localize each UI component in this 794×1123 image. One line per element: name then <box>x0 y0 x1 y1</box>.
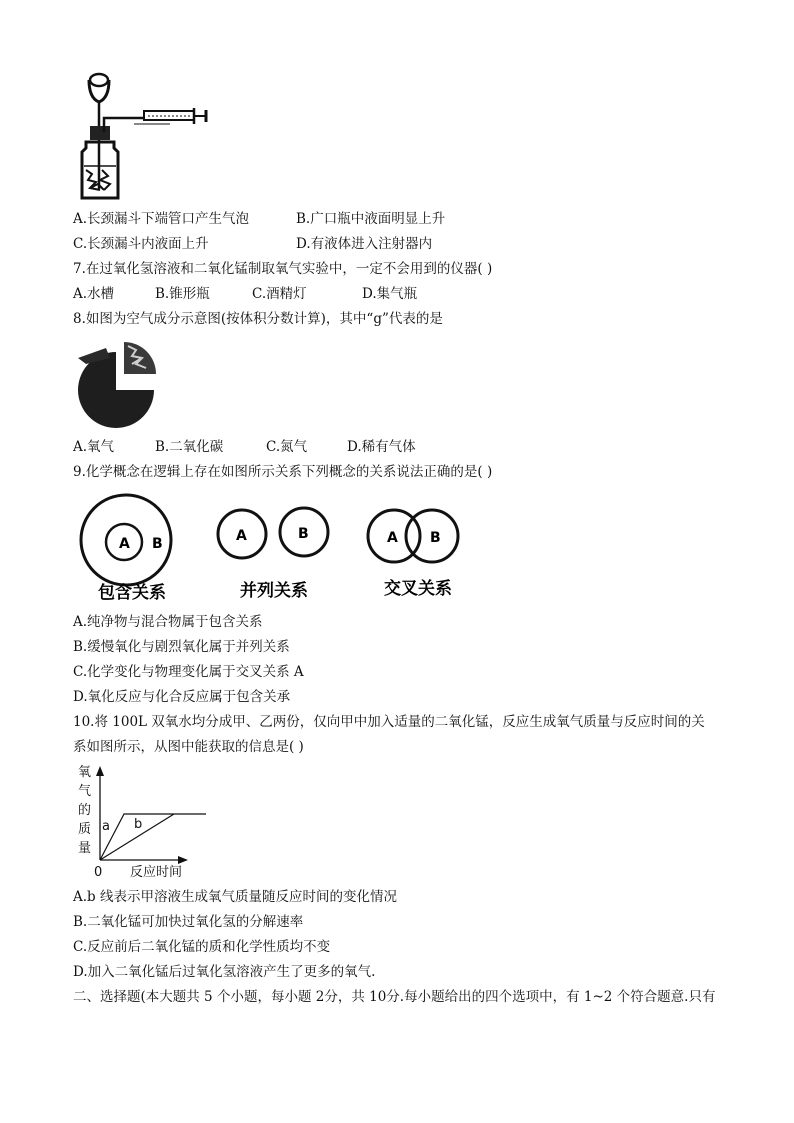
inclusion-label-a: A <box>119 536 130 552</box>
q8-option-c: C.氮气 <box>266 439 308 455</box>
q9-option-c: C.化学变化与物理变化属于交叉关系 A <box>73 664 304 680</box>
parallel-caption: 并列关系 <box>240 581 308 601</box>
q10-option-b: B.二氧化锰可加快过氧化氢的分解速率 <box>73 914 304 930</box>
q6-option-d: D.有液体进入注射器内 <box>296 236 433 252</box>
intersection-diagram <box>368 510 458 599</box>
q10-option-c: C.反应前后二氧化锰的质和化学性质均不变 <box>73 939 331 955</box>
q9-stem: 9.化学概念在逻辑上存在如图所示关系下列概念的关系说法正确的是( ) <box>73 464 493 480</box>
air-composition-pie <box>76 338 160 430</box>
section2-heading: 二、选择题(本大题共 5 个小题，每小题 2分，共 10分.每小题给出的四个选项中，有 1~2 个符合题意.只有 <box>73 989 716 1005</box>
apparatus-figure <box>74 64 214 202</box>
q6-option-a: A.长颈漏斗下端管口产生气泡 <box>73 211 250 227</box>
x-axis-label: 反应时间 <box>130 865 183 880</box>
q8-option-a: A.氧气 <box>73 439 115 455</box>
q7-option-c: C.酒精灯 <box>252 286 307 302</box>
parallel-label-a: A <box>236 528 247 544</box>
q6-option-b: B.广口瓶中液面明显上升 <box>296 211 446 227</box>
q6-option-c: C.长颈漏斗内液面上升 <box>73 236 209 252</box>
parallel-label-b: B <box>298 526 309 542</box>
q9-option-a: A.纯净物与混合物属于包含关系 <box>73 614 263 630</box>
q8-option-d: D.稀有气体 <box>347 439 416 455</box>
q7-option-a: A.水槽 <box>73 286 115 302</box>
q10-option-d: D.加入二氧化锰后过氧化氢溶液产生了更多的氧气. <box>73 964 376 980</box>
y-axis-char-3: 的 <box>78 803 92 818</box>
y-axis-char-1: 氧 <box>78 765 92 780</box>
q9-option-d: D.氧化反应与化合反应属于包含关承 <box>73 689 291 705</box>
q10-option-a: A.b 线表示甲溶液生成氧气质量随反应时间的变化情况 <box>73 889 397 905</box>
intersection-label-a: A <box>387 530 398 546</box>
q7-option-d: D.集气瓶 <box>362 286 418 302</box>
q10-stem-line2: 系如图所示，从图中能获取的信息是( ) <box>73 739 304 755</box>
set-relation-diagram <box>76 490 466 605</box>
graph-origin-label: 0 <box>94 865 103 880</box>
line-a-label: a <box>102 819 110 834</box>
q10-stem-line1: 10.将 100L 双氧水均分成甲、乙两份，仅向甲中加入适量的二氧化锰，反应生成氧气质量与反应时间的关 <box>73 714 705 730</box>
inclusion-diagram <box>81 495 171 603</box>
oxygen-mass-graph <box>74 762 214 882</box>
q7-stem: 7.在过氧化氢溶液和二氧化锰制取氧气实验中，一定不会用到的仪器( ) <box>73 261 493 277</box>
y-axis-char-4: 质 <box>78 822 92 837</box>
q8-stem: 8.如图为空气成分示意图(按体积分数计算)，其中“g”代表的是 <box>73 311 443 327</box>
line-b-label: b <box>134 817 143 832</box>
q7-option-b: B.锥形瓶 <box>155 286 210 302</box>
inclusion-label-b: B <box>152 536 163 552</box>
q8-option-b: B.二氧化碳 <box>155 439 224 455</box>
q9-option-b: B.缓慢氧化与剧烈氧化属于并列关系 <box>73 639 290 655</box>
intersection-label-b: B <box>430 530 441 546</box>
parallel-diagram <box>218 508 328 601</box>
inclusion-caption: 包含关系 <box>98 583 166 603</box>
y-axis-char-5: 量 <box>78 841 92 856</box>
y-axis-char-2: 气 <box>78 784 92 799</box>
intersection-caption: 交叉关系 <box>384 579 452 599</box>
